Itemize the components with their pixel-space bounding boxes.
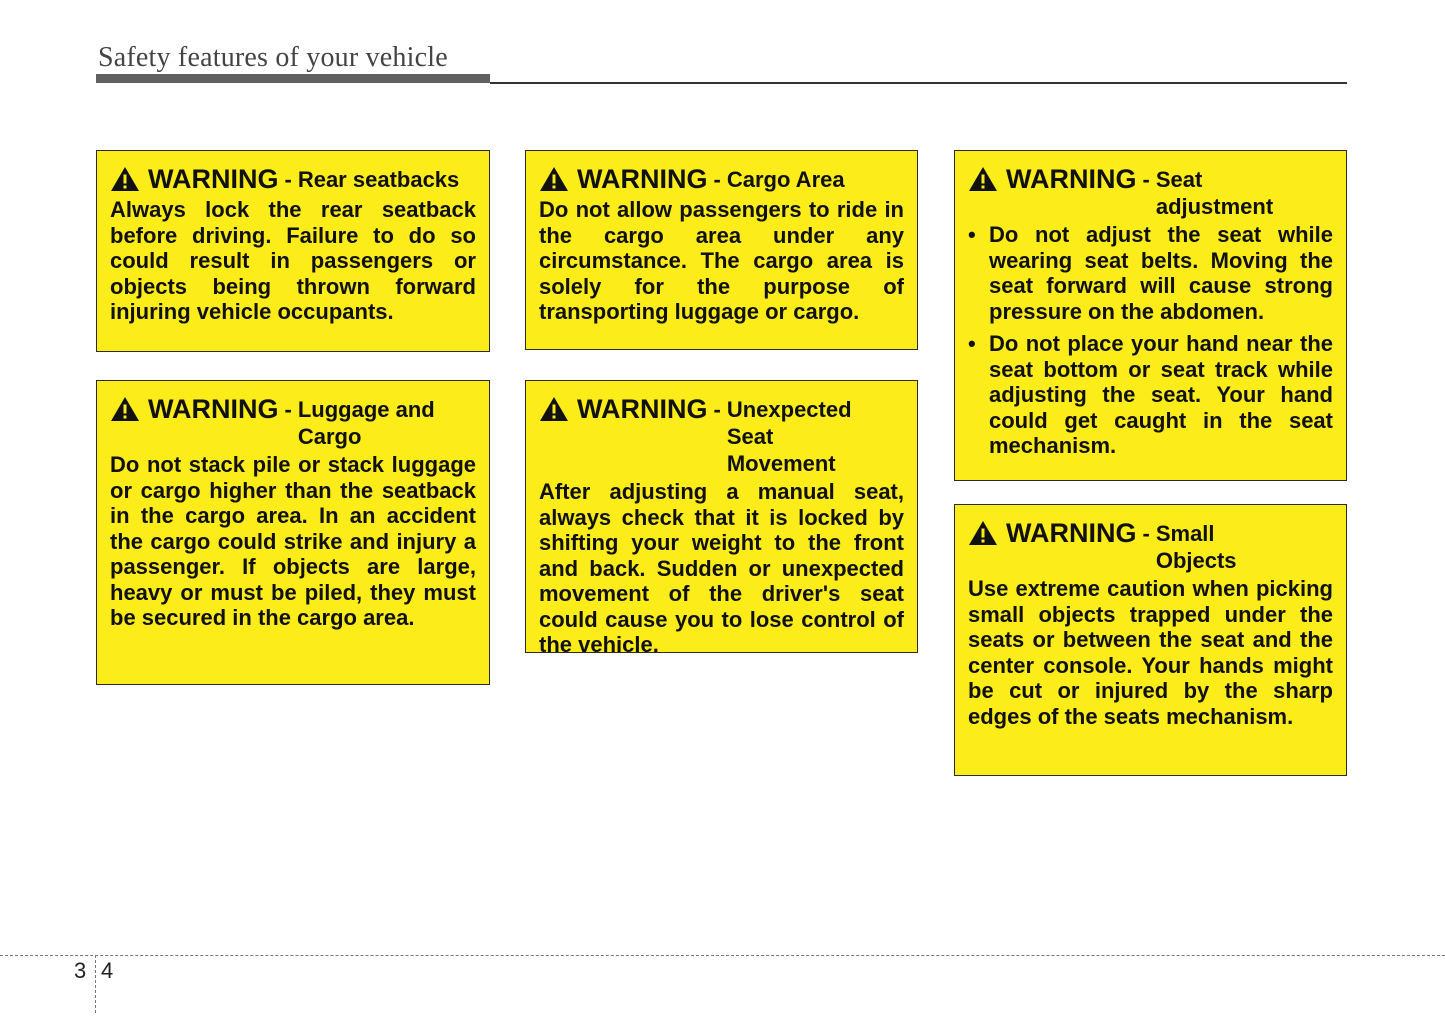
- warning-subtitle: - Seat adjustment: [1142, 167, 1274, 219]
- warning-body: Always lock the rear seatback before driving. Failure to do so could result in passengers or objects being thrown forward injuring vehicle occupants.: [110, 197, 476, 324]
- header-rule-thin: [490, 82, 1347, 84]
- warning-triangle-icon: [110, 396, 140, 422]
- warning-word: WARNING: [148, 394, 279, 424]
- page-chapter-number: 3: [74, 958, 87, 983]
- warning-subtitle: - Cargo Area: [713, 167, 845, 192]
- list-item: • Do not adjust the seat while wearing seat belts. Moving the seat forward will cause strong pressure on the abdomen.: [968, 222, 1333, 324]
- warning-body: Use extreme caution when picking small objects trapped under the seats or between the seat and the center console. Your hands might be cut or injured by the sharp edges of the seats mechanism.: [968, 576, 1333, 729]
- footer-page-divider: [95, 955, 96, 1013]
- warning-triangle-icon: [539, 166, 569, 192]
- warning-header: [539, 163, 904, 195]
- warning-bullet-list: [968, 222, 1333, 459]
- warning-triangle-icon: [110, 166, 140, 192]
- warning-triangle-icon: [968, 520, 998, 546]
- warning-body: After adjusting a manual seat, always check that it is locked by shifting your weight to the front and back. Sudden or unexpected movement of the driver's seat could cause you to lose control of the vehicle.: [539, 479, 904, 657]
- header-rule-thick: [96, 74, 490, 83]
- warning-header: [110, 163, 476, 195]
- warning-word: WARNING: [577, 394, 708, 424]
- warning-header: [968, 163, 1333, 220]
- warning-subtitle: - Unexpected Seat Movement: [713, 397, 852, 476]
- warning-word: WARNING: [577, 164, 708, 194]
- warning-header: [110, 393, 476, 450]
- warning-header: [539, 393, 904, 477]
- warning-box-unexpected-seat-movement: [525, 380, 918, 657]
- warning-body: Do not allow passengers to ride in the cargo area under any circumstance. The cargo area is solely for the purpose of transporting luggage or cargo.: [539, 197, 904, 324]
- warning-word: WARNING: [148, 164, 279, 194]
- warning-triangle-icon: [539, 396, 569, 422]
- warning-subtitle: - Rear seatbacks: [284, 167, 460, 192]
- warning-word: WARNING: [1006, 164, 1137, 194]
- warning-subtitle: - Small Objects: [1142, 521, 1237, 573]
- warning-subtitle: - Luggage and Cargo: [284, 397, 435, 449]
- page-number: 4: [101, 958, 114, 983]
- warning-triangle-icon: [968, 166, 998, 192]
- page-header-title: Safety features of your vehicle: [98, 42, 448, 73]
- bullet-icon: •: [968, 222, 976, 247]
- warning-box-small-objects: [954, 504, 1347, 776]
- footer-dashed-rule: [0, 955, 1445, 956]
- warning-box-seat-adjustment: [954, 150, 1347, 481]
- warning-box-rear-seatbacks: [96, 150, 490, 352]
- warning-box-luggage-cargo: [96, 380, 490, 685]
- warning-word: WARNING: [1006, 518, 1137, 548]
- bullet-icon: •: [968, 331, 976, 356]
- warning-box-cargo-area: [525, 150, 918, 350]
- warning-header: [968, 517, 1333, 574]
- warning-body: Do not stack pile or stack luggage or cargo higher than the seatback in the cargo area. In an accident the cargo could strike and injury a passenger. If objects are large, heavy or must be piled, they must be secured in the cargo area.: [110, 452, 476, 630]
- list-item: • Do not place your hand near the seat bottom or seat track while adjusting the seat. Your hand could get caught in the seat mechanism.: [968, 331, 1333, 458]
